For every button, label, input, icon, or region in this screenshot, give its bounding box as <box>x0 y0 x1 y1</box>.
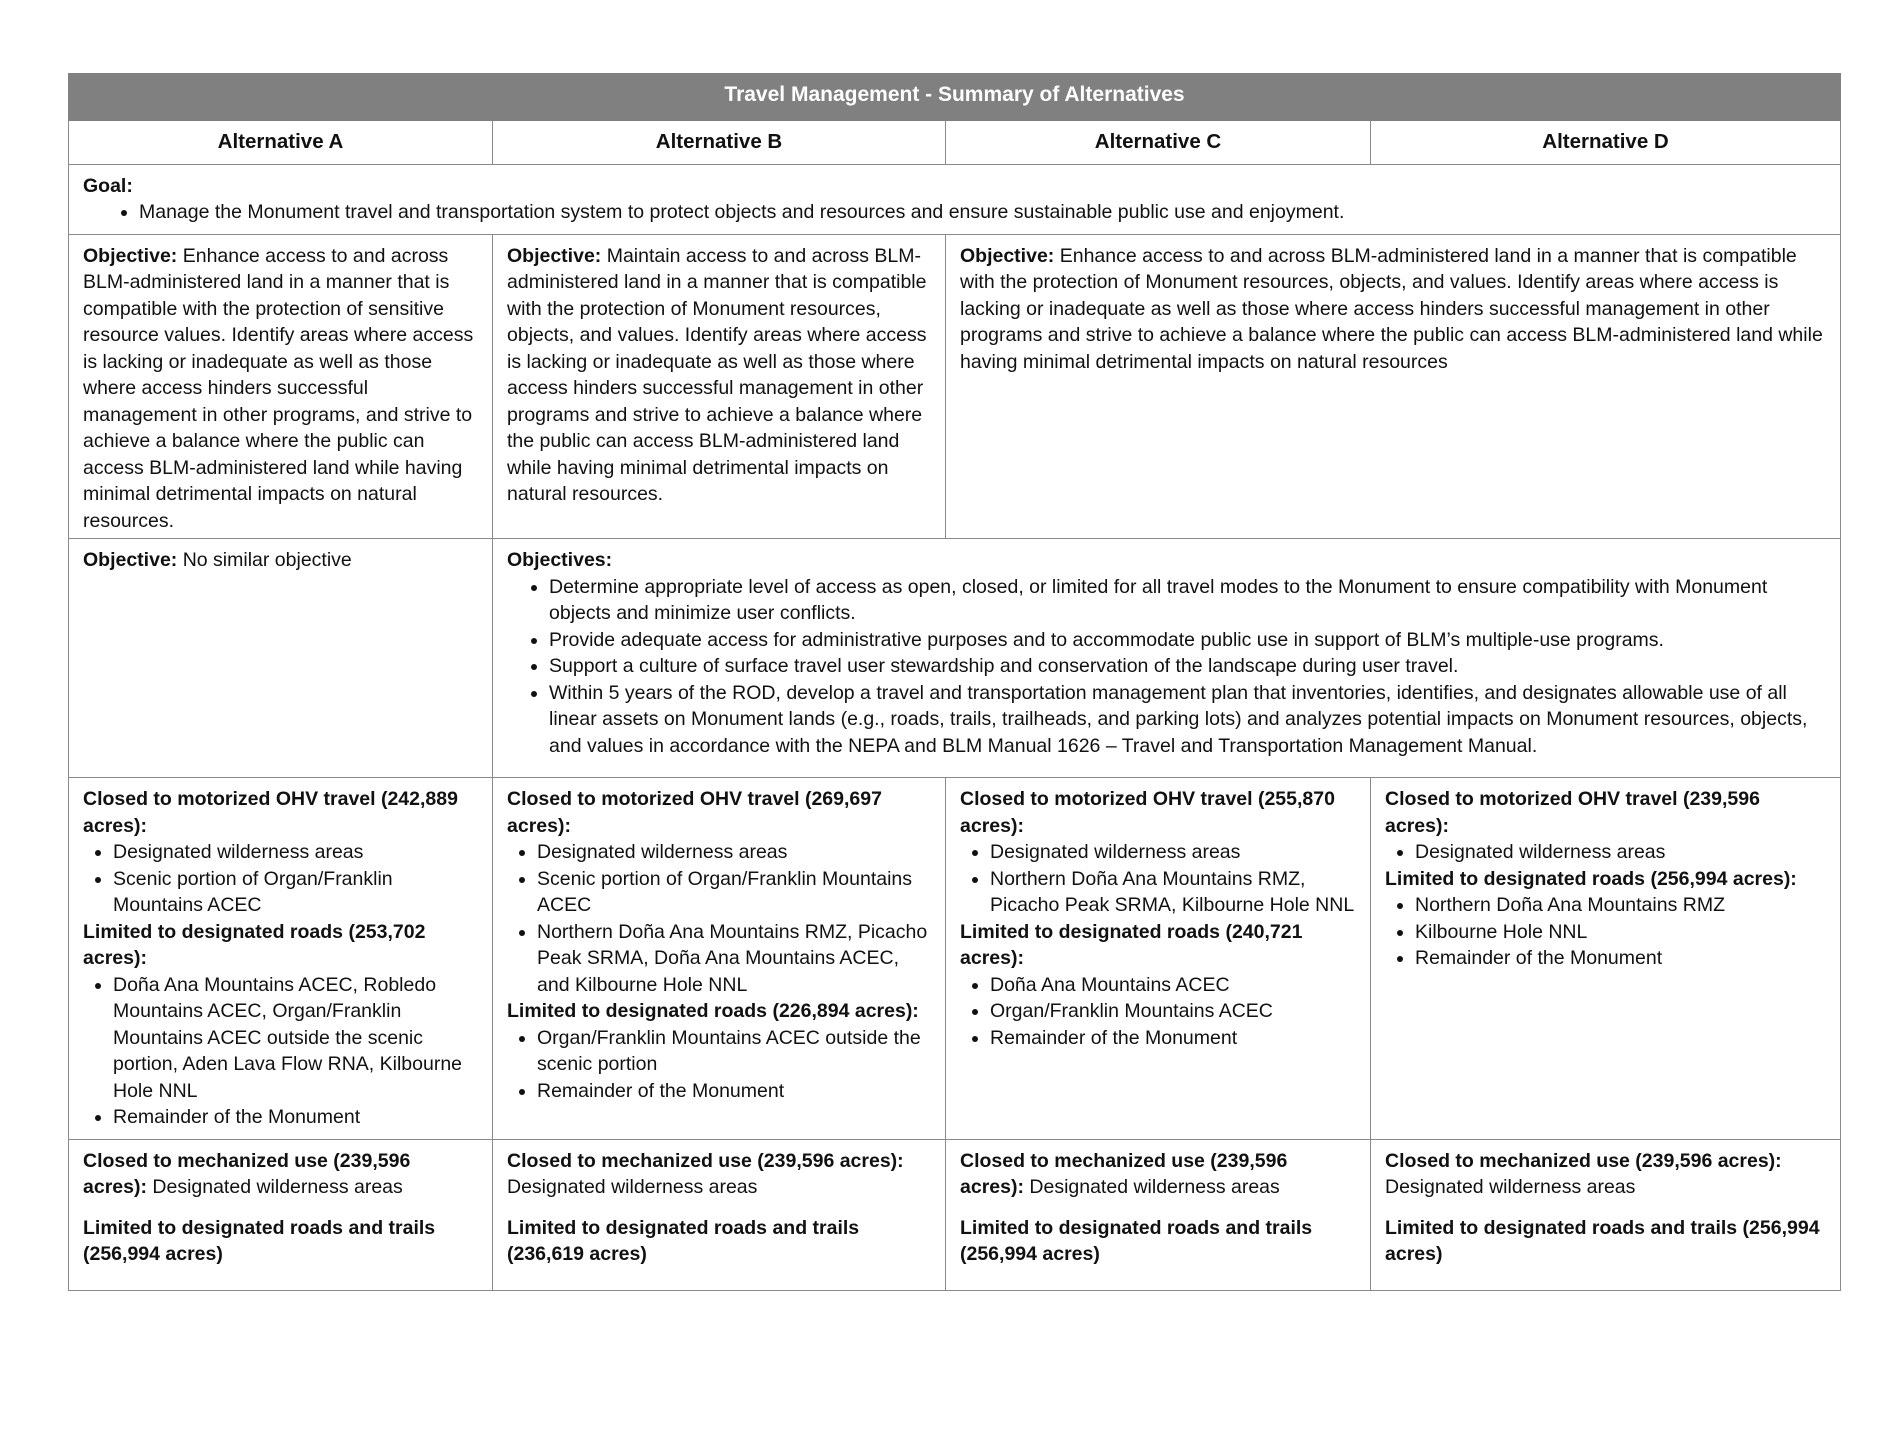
list-item: • Doña Ana Mountains ACEC <box>990 972 1356 999</box>
ohv-a-limited-list <box>83 972 478 1131</box>
list-item: • Remainder of the Monument <box>990 1025 1356 1052</box>
mech-b-closed-text: Designated wilderness areas <box>507 1176 758 1198</box>
ohv-a-cell <box>69 778 493 1140</box>
ohv-c-limited-list <box>960 972 1356 1052</box>
objectives-item: • Determine appropriate level of access as open, closed, or limited for all travel modes to the Monument to ensure compatibility with Monument objects and minimize user conflicts. <box>549 574 1826 627</box>
summary-table <box>68 73 1841 1291</box>
mech-b-limited-heading: Limited to designated roads and trails (236,619 acres) <box>507 1216 860 1265</box>
mech-c-limited-heading: Limited to designated roads and trails (256,994 acres) <box>960 1216 1313 1265</box>
mech-b-cell <box>493 1139 946 1290</box>
list-item: • Remainder of the Monument <box>537 1078 931 1105</box>
objective-a-cell <box>69 234 493 539</box>
objectives-a-text: No similar objective <box>177 549 352 571</box>
goal-cell <box>69 164 1841 234</box>
ohv-a-closed-list <box>83 839 478 919</box>
list-item: • Northern Doña Ana Mountains RMZ <box>1415 892 1826 919</box>
mech-d-closed-text: Designated wilderness areas <box>1385 1176 1636 1198</box>
objectives-item: • Within 5 years of the ROD, develop a travel and transportation management plan that inventories, identifies, and designates allowable use of all linear assets on Monument lands (e.g., roads, trails, trailheads, and parking lots) and analyzes potential impacts on Monument resources, objects, and values in accordance with the NEPA and BLM Manual 1626 – Travel and Transportation Management Manual. <box>549 680 1826 760</box>
list-item: • Remainder of the Monument <box>1415 945 1826 972</box>
objective-a-label: Objective: <box>83 244 178 267</box>
list-item: • Scenic portion of Organ/Franklin Mountains ACEC <box>537 866 931 919</box>
objectives-item: • Support a culture of surface travel user stewardship and conservation of the landscape during user travel. <box>549 653 1826 680</box>
ohv-b-closed-list <box>507 839 931 998</box>
ohv-c-closed-list <box>960 839 1356 919</box>
objective-b-text: Maintain access to and across BLM-administered land in a manner that is compatible with the protection of Monument resources, objects, and values. Identify areas where access is lacking or inadequate as well as those where access hinders successful management in other programs and strive to achieve a balance where the public can access BLM-administered land while having minimal detrimental impacts on natural resources. <box>507 244 927 505</box>
list-item: • Designated wilderness areas <box>113 839 478 866</box>
objectives-bcd-cell <box>493 539 1841 778</box>
ohv-row <box>69 778 1841 1140</box>
mech-d-cell <box>1371 1139 1841 1290</box>
objectives-a-label: Objective: <box>83 549 178 571</box>
goal-row <box>69 164 1841 234</box>
ohv-c-closed-heading: Closed to motorized OHV travel (255,870 acres): <box>960 788 1335 837</box>
list-item: • Designated wilderness areas <box>1415 839 1826 866</box>
objective-cd-label: Objective: <box>960 244 1055 267</box>
ohv-b-limited-list <box>507 1025 931 1105</box>
ohv-a-limited-heading: Limited to designated roads (253,702 acres): <box>83 920 426 969</box>
alternative-a-header: Alternative A <box>69 121 493 165</box>
objectives-list <box>507 574 1826 760</box>
list-item: • Northern Doña Ana Mountains RMZ, Picacho Peak SRMA, Doña Ana Mountains ACEC, and Kilbourne Hole NNL <box>537 919 931 999</box>
objective-b-cell <box>493 234 946 539</box>
list-item: • Remainder of the Monument <box>113 1104 478 1131</box>
ohv-b-closed-heading: Closed to motorized OHV travel (269,697 acres): <box>507 788 882 837</box>
ohv-c-cell <box>946 778 1371 1140</box>
mech-a-cell <box>69 1139 493 1290</box>
list-item: • Designated wilderness areas <box>537 839 931 866</box>
ohv-d-limited-heading: Limited to designated roads (256,994 acres): <box>1385 867 1797 890</box>
objective-b-label: Objective: <box>507 244 602 267</box>
alternative-d-header: Alternative D <box>1371 121 1841 165</box>
mech-c-closed-heading: Closed to mechanized use (239,596 acres): <box>960 1149 1288 1198</box>
alternatives-header-row <box>69 121 1841 165</box>
list-item: • Doña Ana Mountains ACEC, Robledo Mountains ACEC, Organ/Franklin Mountains ACEC outside the scenic portion, Aden Lava Flow RNA, Kilbourne Hole NNL <box>113 972 478 1105</box>
list-item: • Organ/Franklin Mountains ACEC <box>990 998 1356 1025</box>
goal-label: Goal: <box>83 174 133 197</box>
mech-c-cell <box>946 1139 1371 1290</box>
objective-cd-text: Enhance access to and across BLM-administered land in a manner that is compatible with the protection of Monument resources, objects, and values. Identify areas where access is lacking or inadequate as well as those where access hinders successful management in other programs and strive to achieve a balance where the public can access BLM-administered land while having minimal detrimental impacts on natural resources <box>960 244 1823 373</box>
ohv-d-closed-list <box>1385 839 1826 866</box>
list-item: • Organ/Franklin Mountains ACEC outside the scenic portion <box>537 1025 931 1078</box>
ohv-d-cell <box>1371 778 1841 1140</box>
objectives-a-cell <box>69 539 493 778</box>
goal-item: • Manage the Monument travel and transportation system to protect objects and resources and ensure sustainable public use and enjoyment. <box>139 199 1826 226</box>
mech-c-closed-text: Designated wilderness areas <box>1023 1176 1280 1198</box>
mech-a-closed-text: Designated wilderness areas <box>146 1176 403 1198</box>
mech-d-closed-heading: Closed to mechanized use (239,596 acres): <box>1385 1149 1782 1172</box>
mech-d-limited-heading: Limited to designated roads and trails (256,994 acres) <box>1385 1216 1820 1265</box>
ohv-b-limited-heading: Limited to designated roads (226,894 acres): <box>507 1000 919 1022</box>
list-item: • Scenic portion of Organ/Franklin Mountains ACEC <box>113 866 478 919</box>
list-item: • Designated wilderness areas <box>990 839 1356 866</box>
objectives-item: • Provide adequate access for administrative purposes and to accommodate public use in support of BLM’s multiple-use programs. <box>549 627 1826 654</box>
title-row <box>69 74 1841 121</box>
list-item: • Northern Doña Ana Mountains RMZ, Picacho Peak SRMA, Kilbourne Hole NNL <box>990 866 1356 919</box>
mechanized-row <box>69 1139 1841 1290</box>
mech-b-closed-heading: Closed to mechanized use (239,596 acres): <box>507 1149 904 1172</box>
objective-row <box>69 234 1841 539</box>
list-item: • Kilbourne Hole NNL <box>1415 919 1826 946</box>
goal-list <box>83 199 1826 226</box>
ohv-d-closed-heading: Closed to motorized OHV travel (239,596 acres): <box>1385 788 1760 837</box>
objectives-row <box>69 539 1841 778</box>
alternative-c-header: Alternative C <box>946 121 1371 165</box>
objective-cd-cell <box>946 234 1841 539</box>
objective-a-text: Enhance access to and across BLM-administered land in a manner that is compatible with the protection of sensitive resource values. Identify areas where access is lacking or inadequate as well as those where access hinders successful management in other programs, and strive to achieve a balance where the public can access BLM-administered land while having minimal detrimental impacts on natural resources. <box>83 244 474 532</box>
objectives-bcd-label: Objectives: <box>507 549 613 571</box>
ohv-a-closed-heading: Closed to motorized OHV travel (242,889 acres): <box>83 788 458 837</box>
ohv-c-limited-heading: Limited to designated roads (240,721 acres): <box>960 920 1303 969</box>
table-title: Travel Management - Summary of Alternatives <box>69 74 1841 121</box>
mech-a-limited-heading: Limited to designated roads and trails (256,994 acres) <box>83 1216 436 1265</box>
mech-a-closed-heading: Closed to mechanized use (239,596 acres): <box>83 1149 411 1198</box>
alternative-b-header: Alternative B <box>493 121 946 165</box>
ohv-d-limited-list <box>1385 892 1826 972</box>
ohv-b-cell <box>493 778 946 1140</box>
